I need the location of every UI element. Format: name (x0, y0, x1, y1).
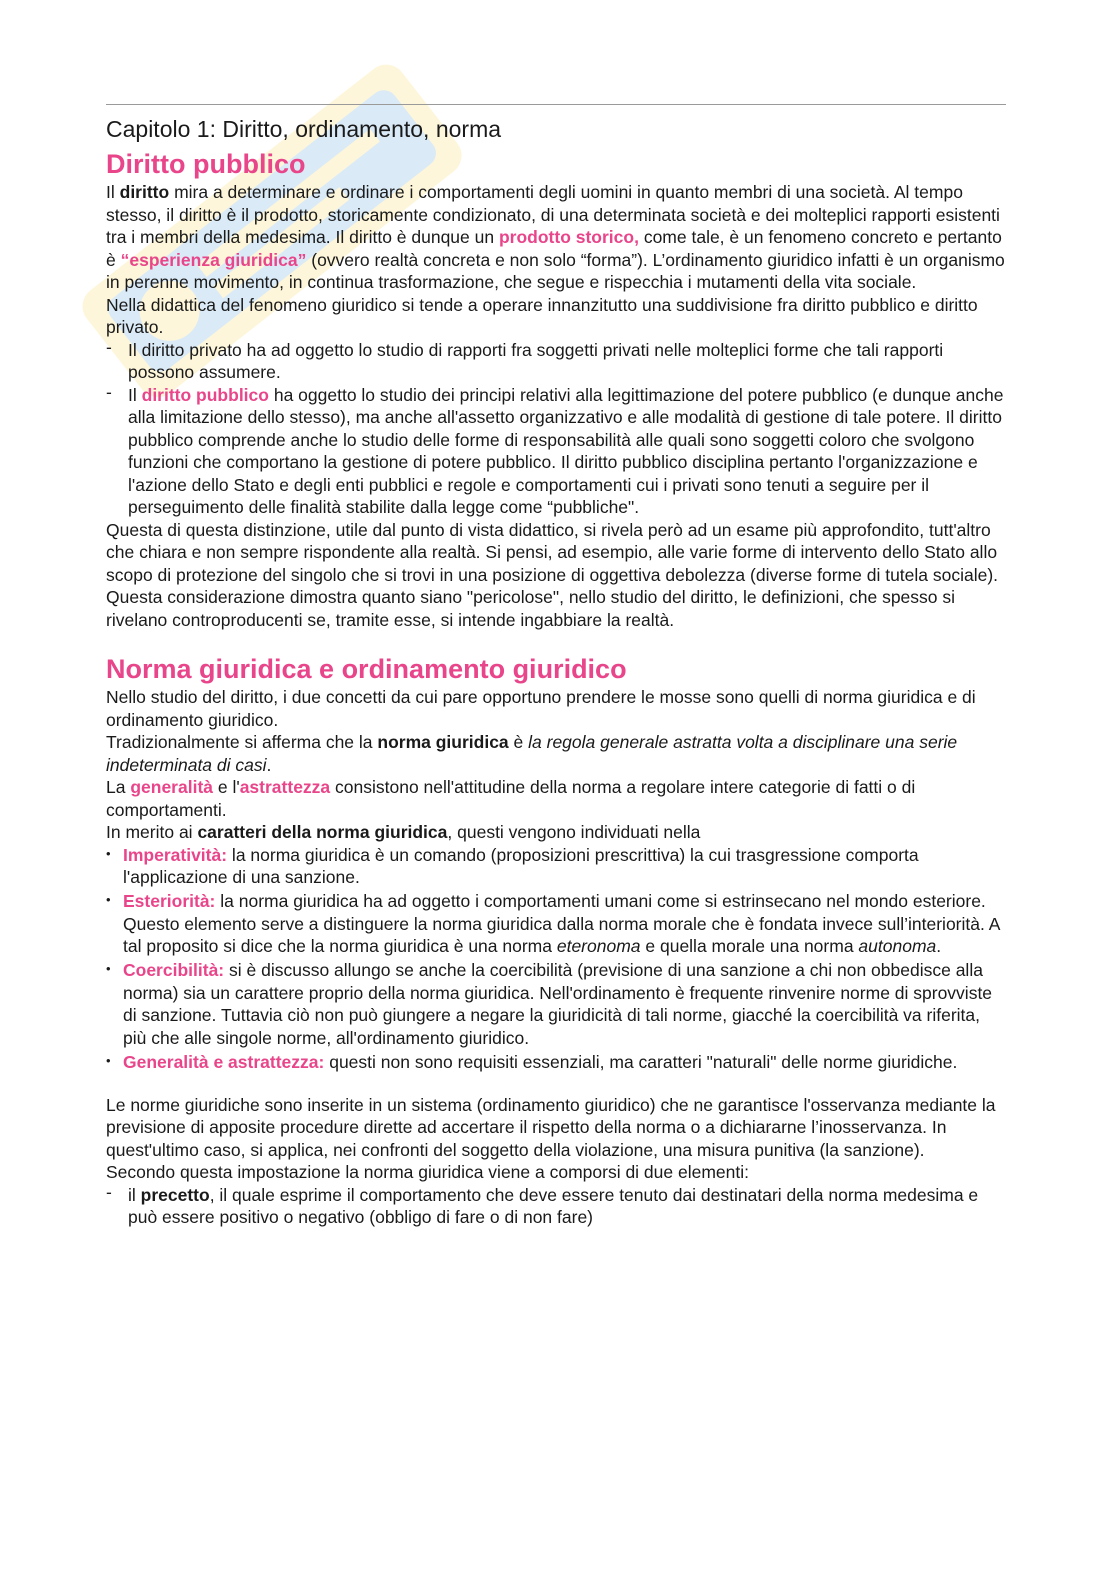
list-item: - Il diritto pubblico ha oggetto lo studio dei principi relativi alla legittimazione del potere pubblico (e dunque anche alla limitazione dello stesso), ma anche all'assetto organizzativo e alle modalità di gestione di tale potere. Il diritto pubblico comprende anche lo studio delle forme di responsabilità alle quali sono soggetti coloro che svolgono funzioni che comportano la gestione di potere pubblico. Il diritto pubblico disciplina pertanto l'organizzazione e l'azione dello Stato e degli enti pubblici e regole e comportamenti cui i privati sono tenuti a seguire per il perseguimento delle finalità stabilite dalla legge come “pubbliche". (106, 384, 1006, 519)
list-item: • Imperatività: la norma giuridica è un comando (proposizioni prescrittiva) la cui trasgressione comporta l'applicazione di una sanzione. (106, 844, 1006, 889)
paragraph: In merito ai caratteri della norma giuridica, questi vengono individuati nella (106, 822, 701, 842)
list-item: • Esteriorità: la norma giuridica ha ad oggetto i comportamenti umani come si estrinsecano nel mondo esteriore. Questo elemento serve a distinguere la norma giuridica dalla norma morale che è fondata invece sull’interiorità. A tal proposito si dice che la norma giuridica è una norma eteronoma e quella morale una norma autonoma. (106, 890, 1006, 958)
paragraph: Nella didattica del fenomeno giuridico si tende a operare innanzitutto una suddivisione fra diritto pubblico e diritto privato. (106, 294, 978, 337)
term-imperativita: Imperatività: (123, 844, 228, 865)
keyword-diritto: diritto (119, 182, 170, 202)
keyword-astrattezza: astrattezza (239, 777, 331, 797)
paragraph: Il diritto mira a determinare e ordinare i comportamenti degli uomini in quanto membri di una società. Al tempo stesso, il diritto è il prodotto, storicamente condizionato, di una determinata società e dei molteplici rapporti esistenti tra i membri della medesima. Il diritto è dunque un prodotto storico, come tale, è un fenomeno concreto e pertanto è “esperienza giuridica” (ovvero realtà concreta e non solo “forma”). L’ordinamento giuridico infatti è un organismo in perenne movimento, in continua trasformazione, che segue e rispecchia i mutamenti della vita sociale. (106, 182, 1005, 292)
list-item: - il precetto, il quale esprime il comportamento che deve essere tenuto dai destinatari della norma medesima e può essere positivo o negativo (obbligo di fare o di non fare) (106, 1184, 1006, 1229)
section-title-norma-giuridica: Norma giuridica e ordinamento giuridico (106, 654, 627, 684)
keyword-diritto-pubblico: diritto pubblico (141, 384, 269, 405)
section-title-diritto-pubblico: Diritto pubblico (106, 149, 306, 179)
paragraph: La generalità e l'astrattezza consistono nell'attitudine della norma a regolare intere categorie di fatti o di comportamenti. (106, 777, 916, 820)
bullet-list (106, 844, 1006, 1074)
paragraph: Secondo questa impostazione la norma giuridica viene a comporsi di due elementi: (106, 1162, 750, 1182)
paragraph: Le norme giuridiche sono inserite in un sistema (ordinamento giuridico) che ne garantisce l'osservanza mediante la previsione di apposite procedure dirette ad accertare il rispetto della norma o a dichiararne l’inosservanza. In quest'ultimo caso, si applica, nei confronti del soggetto della violazione, una misura punitiva (la sanzione). (106, 1094, 996, 1160)
dash-list (106, 339, 1006, 519)
keyword-esperienza-giuridica: “esperienza giuridica” (120, 249, 307, 270)
paragraph: Tradizionalmente si afferma che la norma giuridica è la regola generale astratta volta a disciplinare una serie indeterminata di casi. (106, 732, 958, 775)
dash-list (106, 1184, 1006, 1229)
chapter-title: Capitolo 1: Diritto, ordinamento, norma (106, 116, 502, 142)
list-item: • Generalità e astrattezza: questi non sono requisiti essenziali, ma caratteri "naturali" delle norme giuridiche. (106, 1051, 1006, 1074)
keyword-prodotto-storico: prodotto storico, (498, 227, 639, 247)
keyword-precetto: precetto (140, 1184, 210, 1205)
header-rule (106, 104, 1006, 105)
term-coercibilita: Coercibilità: (123, 960, 225, 980)
document-page (106, 104, 1006, 1229)
definition-italic: la regola generale astratta volta a disciplinare una serie indeterminata di casi (106, 732, 958, 775)
paragraph: Nello studio del diritto, i due concetti da cui pare opportuno prendere le mosse sono quelli di norma giuridica e di ordinamento giuridico. (106, 687, 976, 730)
term-generalita-astrattezza: Generalità e astrattezza: (123, 1051, 325, 1072)
keyword-norma-giuridica: norma giuridica (377, 732, 509, 752)
keyword-caratteri: caratteri della norma giuridica (197, 822, 448, 842)
list-item: • Coercibilità: si è discusso allungo se anche la coercibilità (previsione di una sanzione a chi non obbedisce alla norma) sia un carattere proprio della norma giuridica. Nell'ordinamento è frequente rinvenire norme di sprovviste di sanzione. Tuttavia ciò non può giungere a negare la giuridicità di tali norme, giacché la coercibilità va riferita, più che alle singole norme, all'ordinamento giuridico. (106, 959, 1006, 1049)
paragraph: Questa di questa distinzione, utile dal punto di vista didattico, si rivela però ad un esame più approfondito, tutt'altro che chiara e non sempre rispondente alla realtà. Si pensi, ad esempio, alle varie forme di intervento dello Stato allo scopo di protezione del singolo che si trovi in una posizione di oggettiva debolezza (diverse forme di tutela sociale). Questa considerazione dimostra quanto siano "pericolose", nello studio del diritto, le definizioni, che spesso si rivelano controproducenti se, tramite esse, si intende ingabbiare la realtà. (106, 519, 999, 630)
list-item: - Il diritto privato ha ad oggetto lo studio di rapporti fra soggetti privati nelle molteplici forme che tali rapporti possono assumere. (106, 339, 1006, 384)
term-esteriorita: Esteriorità: (123, 891, 216, 911)
keyword-generalita: generalità (130, 777, 214, 797)
